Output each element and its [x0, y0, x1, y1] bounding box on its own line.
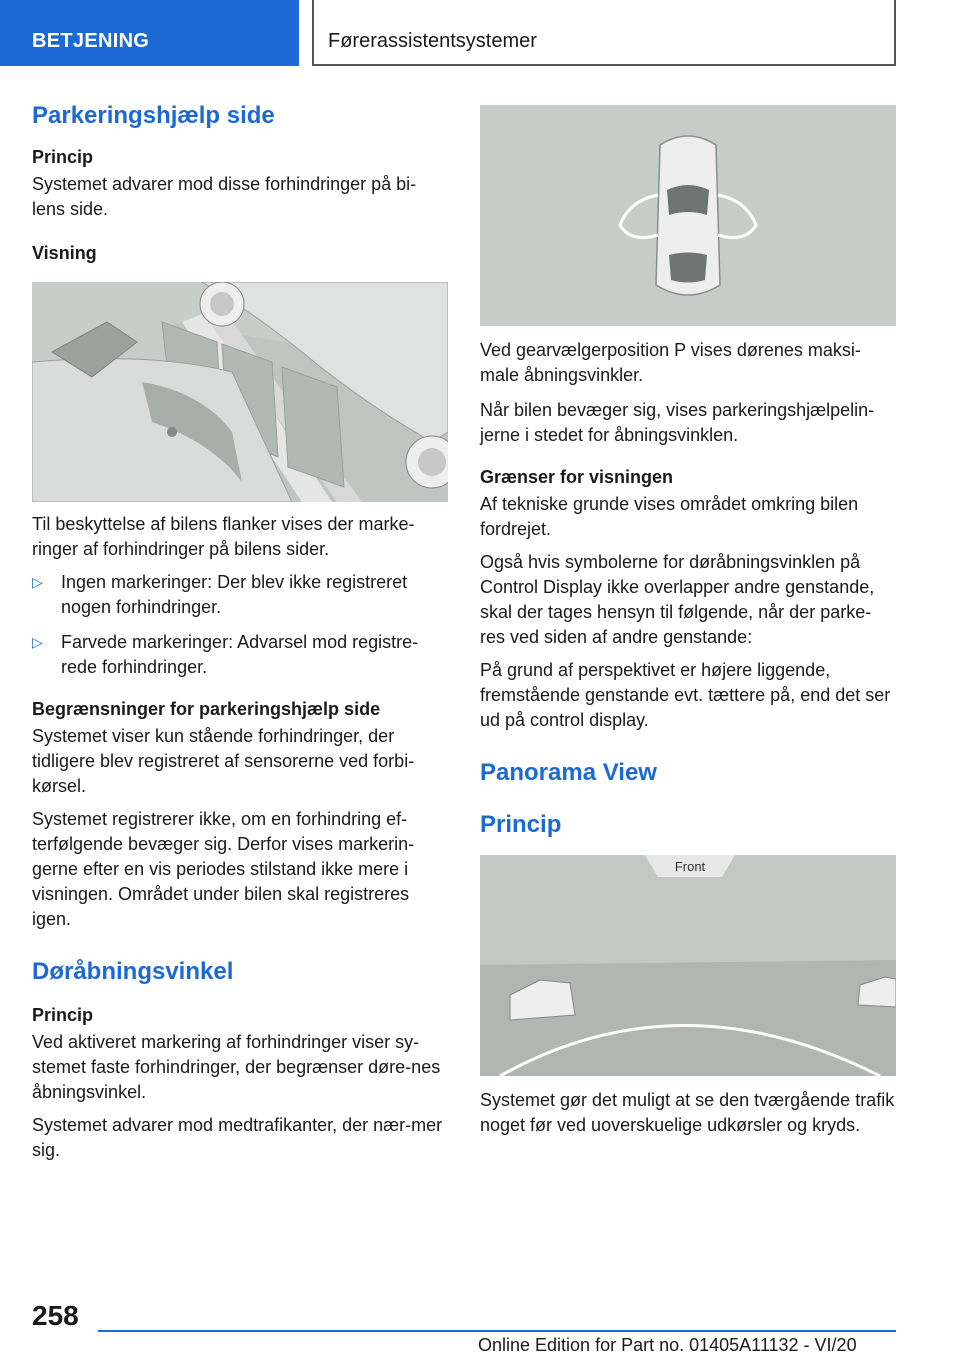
heading-parking-side: Parkeringshjælp side — [32, 102, 275, 129]
door-text-2: Systemet advarer mod medtrafikanter, der nær-mer sig. — [32, 1115, 443, 1160]
display-limits-text-1: Af tekniske grunde vises området omkring bilen fordrejet. — [480, 494, 859, 539]
visning-text: Til beskyttelse af bilens flanker vises der marke-ringer af forhindringer på bilens sider. — [32, 514, 415, 559]
page-number: 258 — [32, 1300, 79, 1331]
edition-text: Online Edition for Part no. 01405A11132 - VI/20 — [478, 1335, 857, 1355]
display-limits-text-2: Også hvis symbolerne for døråbningsvinklen på Control Display ikke overlapper andre genstande, skal der tages hensyn til følgende, når der parke-res ved siden af andre genstande: — [480, 552, 875, 647]
heading-panorama-princip: Princip — [480, 811, 562, 838]
list-item: ▷ Ingen markeringer: Der blev ikke registreret nogen forhindringer. — [32, 572, 408, 617]
section-tab — [0, 0, 299, 66]
subheading-display-limits: Grænser for visningen — [480, 467, 674, 487]
door-text-1: Ved aktiveret markering af forhindringer viser sy-stemet faste forhindringer, der begrænser døre-nes åbningsvinkel. — [32, 1032, 441, 1102]
limits-text-2: Systemet registrerer ikke, om en forhindring ef-terfølgende bevæger sig. Derfor vises markerin-gerne efter en vis periodes stilstand ikke mere i visningen. Området under bilen skal registreres igen. — [32, 809, 415, 929]
display-limits-text-3: På grund af perspektivet er højere liggende, fremstående genstande evt. tættere på, end det ser ud på control display. — [480, 660, 891, 730]
heading-door-angle: Døråbningsvinkel — [32, 958, 234, 985]
page-header — [0, 0, 960, 66]
subheading-door-princip: Princip — [32, 1005, 94, 1025]
panorama-text: Systemet gør det muligt at se den tværgående trafik noget før ved uoverskuelige udkørsler og kryds. — [480, 1090, 895, 1135]
left-column — [32, 100, 448, 1163]
list-item: ▷ Farvede markeringer: Advarsel mod registre-rede forhindringer. — [32, 632, 419, 677]
limits-text-1: Systemet viser kun stående forhindringer, der tidligere blev registreret af sensorerne ved forbi-kørsel. — [32, 726, 415, 796]
section-title: BETJENING — [32, 30, 150, 52]
panorama-illustration — [480, 855, 896, 1076]
right-column — [480, 105, 896, 1138]
side-view-illustration — [32, 282, 448, 502]
marking-list — [32, 570, 448, 680]
door-fig-text-1: Ved gearvælgerposition P vises dørenes maksi-male åbningsvinkler. — [480, 340, 861, 385]
triangle-bullet-icon: ▷ — [32, 574, 43, 590]
footer-divider — [98, 1330, 896, 1332]
chapter-title: Førerassistentsystemer — [328, 30, 537, 52]
panorama-front-label: Front — [674, 859, 706, 874]
princip-text: Systemet advarer mod disse forhindringer på bi-lens side. — [32, 174, 417, 219]
subheading-princip: Princip — [32, 147, 94, 167]
heading-panorama-view: Panorama View — [480, 759, 657, 786]
door-fig-text-2: Når bilen bevæger sig, vises parkeringshjælpelin-jerne i stedet for åbningsvinklen. — [480, 400, 875, 445]
subheading-limits: Begrænsninger for parkeringshjælp side — [32, 699, 381, 719]
triangle-bullet-icon: ▷ — [32, 634, 43, 650]
chapter-tab — [312, 0, 896, 66]
subheading-visning: Visning — [32, 243, 97, 263]
door-angle-illustration — [480, 105, 896, 326]
